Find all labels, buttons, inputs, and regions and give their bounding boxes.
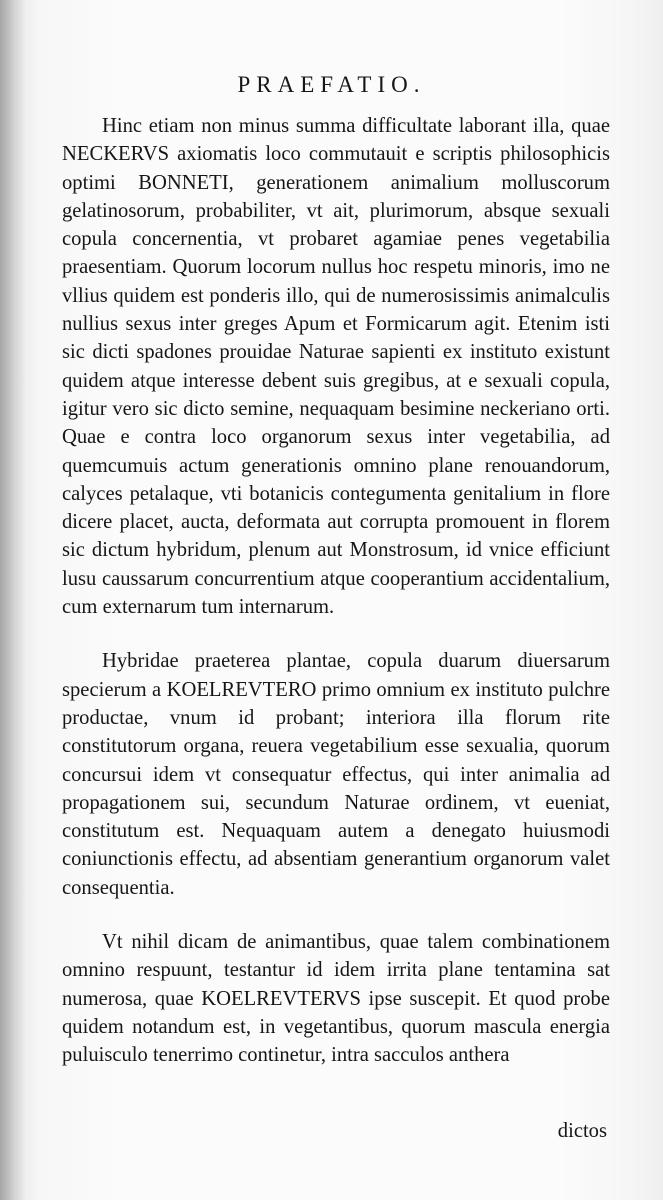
paragraph-3-text: Vt nihil dicam de animantibus, quae talem combinationem omnino respuunt, testantur id idem irrita plane tentamina sat numerosa, quae KOELREVTERVS ipse suscepit. Et quod probe quidem notandum est, in vegetantibus, quorum mascula energia puluisculo tenerrimo continetur, intra sacculos anthera <box>62 931 610 1067</box>
paragraph-2-text: Hybridae praeterea plantae, copula duarum diuersarum specierum a KOELREVTERO primo omnium ex instituto pulchre productae, vnum id probant; interiora illa florum rite constitutorum organa, reuera vegetabilium esse sexualia, quorum concursui idem vt consequatur effectus, qui inter animalia ad propagationem sui, secundum Naturae ordinem, vt eueniat, constitutum est. Nequaquam autem a denegato huiusmodi coniunctionis effectu, ad absentiam generantium organorum valet consequentia. <box>62 650 610 899</box>
paragraph-1-text: Hinc etiam non minus summa difficultate laborant illa, quae NECKERVS axiomatis loco commutauit e scriptis philosophicis optimi BONNETI, generationem animalium molluscorum gelatinosorum, probabiliter, vt ait, plurimorum, absque sexuali copula concernentia, vt probaret agamiae penes vegetabilia praesentiam. Quorum locorum nullus hoc respetu minoris, imo ne vllius quidem est ponderis illo, qui de numerosissimis animalculis nullius sexus inter greges Apum et Formicarum agit. Etenim isti sic dicti spadones prouidae Naturae sapienti ex instituto existunt quidem atque interesse debent suis gregibus, at e sexuali copula, igitur vero sic dicto semine, nequaquam besimine neckeriano orti. Quae e contra loco organorum sexus inter vegetabilia, ad quemcumuis actum generationis omnino plane renouandorum, calyces petalaque, vti botanicis contegumenta genitalium in flore dicere placet, aucta, deformata aut corrupta promouent in florem sic dictum hybridum, plenum aut Monstrosum, id vnice efficiunt lusu caussarum concurrentium atque cooperantium accidentalium, cum externarum tum internarum. <box>62 115 610 619</box>
body-text <box>62 112 610 1070</box>
page-header: PRAEFATIO. <box>237 72 426 97</box>
catchword: dictos <box>557 1120 607 1142</box>
paragraph-3 <box>62 928 610 1069</box>
paragraph-1 <box>62 112 610 621</box>
paragraph-2 <box>62 647 610 902</box>
gutter-shadow <box>0 0 26 1200</box>
